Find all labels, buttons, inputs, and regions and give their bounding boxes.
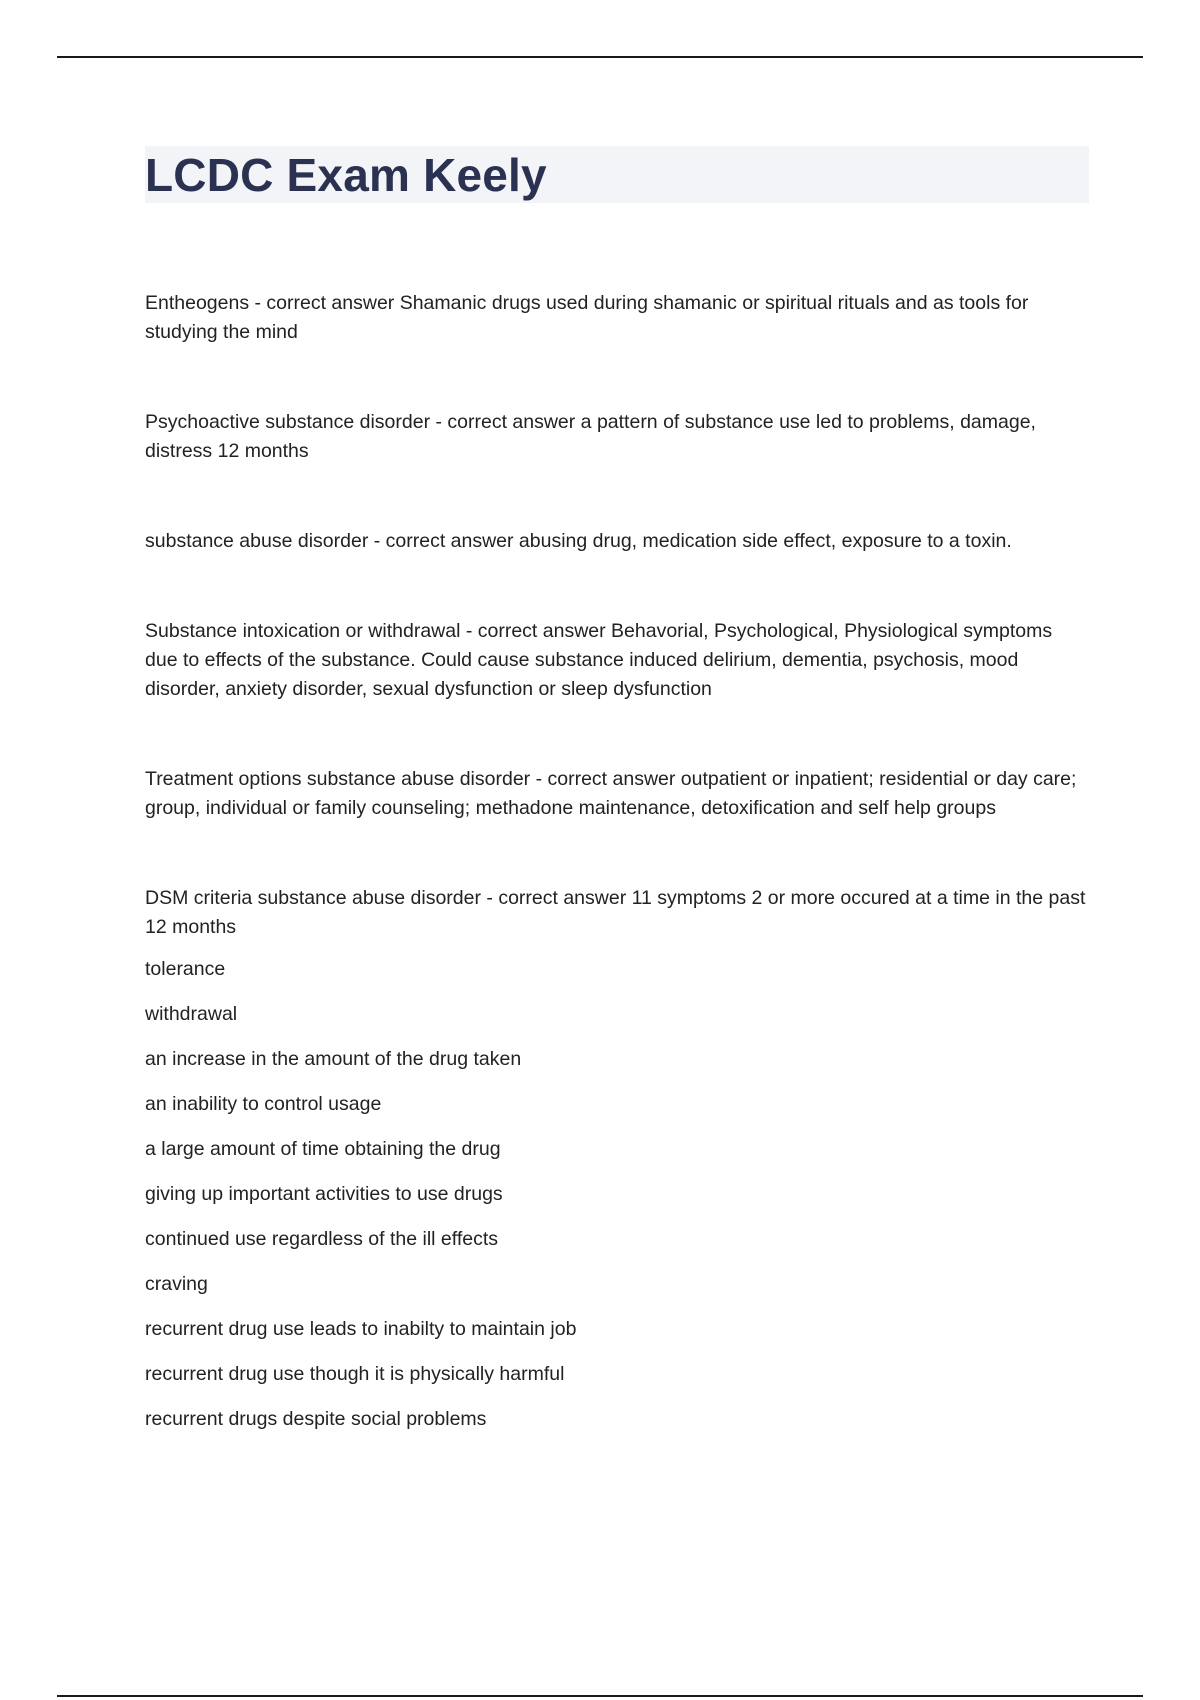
symptom-item: craving bbox=[145, 1273, 208, 1295]
symptom-list bbox=[145, 955, 1090, 1434]
symptom-item: an increase in the amount of the drug taken bbox=[145, 1048, 522, 1070]
page-title: LCDC Exam Keely bbox=[145, 148, 547, 201]
symptom-item: withdrawal bbox=[145, 1003, 238, 1025]
document-body bbox=[145, 146, 1090, 1450]
symptom-item: continued use regardless of the ill effects bbox=[145, 1228, 499, 1250]
entry-dsm-criteria: DSM criteria substance abuse disorder - correct answer 11 symptoms 2 or more occured at a time in the past 12 months bbox=[145, 887, 1086, 938]
symptom-item: tolerance bbox=[145, 958, 226, 980]
symptom-item: a large amount of time obtaining the drug bbox=[145, 1138, 501, 1160]
entry-intoxication-withdrawal: Substance intoxication or withdrawal - correct answer Behavorial, Psychological, Physiological symptoms due to effects of the substance. Could cause substance induced delirium, dementia, psychosis, mood disorder, anxiety disorder, sexual dysfunction or sleep dysfunction bbox=[145, 620, 1053, 700]
title-band bbox=[145, 146, 1089, 203]
header-rule bbox=[57, 56, 1143, 58]
entry-substance-abuse-disorder: substance abuse disorder - correct answer abusing drug, medication side effect, exposure to a toxin. bbox=[145, 530, 1012, 552]
symptom-item: giving up important activities to use drugs bbox=[145, 1183, 503, 1205]
entry-treatment-options: Treatment options substance abuse disorder - correct answer outpatient or inpatient; residential or day care; group, individual or family counseling; methadone maintenance, detoxification and self help groups bbox=[145, 768, 1077, 819]
symptom-item: an inability to control usage bbox=[145, 1093, 382, 1115]
symptom-item: recurrent drug use though it is physically harmful bbox=[145, 1363, 565, 1385]
symptom-item: recurrent drug use leads to inabilty to maintain job bbox=[145, 1318, 577, 1340]
footer-rule bbox=[57, 1695, 1143, 1697]
entry-psychoactive-substance-disorder: Psychoactive substance disorder - correct answer a pattern of substance use led to problems, damage, distress 12 months bbox=[145, 411, 1036, 462]
entry-entheogens: Entheogens - correct answer Shamanic drugs used during shamanic or spiritual rituals and as tools for studying the mind bbox=[145, 292, 1029, 343]
symptom-item: recurrent drugs despite social problems bbox=[145, 1408, 487, 1430]
entry-list bbox=[145, 289, 1090, 1434]
